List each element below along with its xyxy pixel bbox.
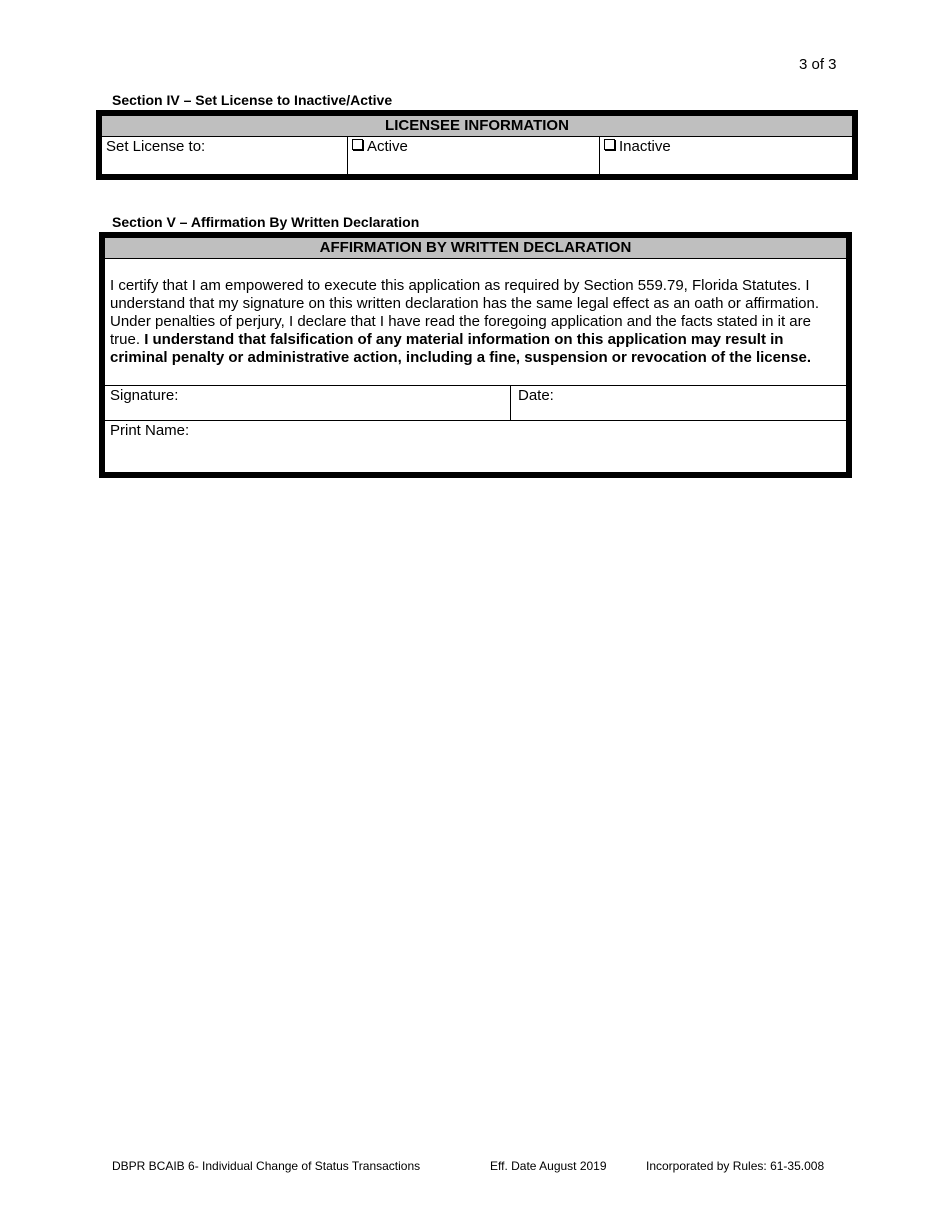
signature-field[interactable] <box>105 386 511 420</box>
date-field[interactable] <box>511 386 846 420</box>
inactive-checkbox-icon[interactable] <box>604 139 615 150</box>
print-name-field[interactable] <box>105 421 846 472</box>
declaration-regular: I certify that I am empowered to execute this application as required by Section 559.79, Florida Statutes. I understand that my signature on this written declaration has the same legal effect as an oath or affirmation. Under penalties of perjury, I declare that I have read the foregoing application and the facts stated in it are true. <box>110 277 820 348</box>
affirmation-box <box>99 232 852 478</box>
active-checkbox-icon[interactable] <box>352 139 363 150</box>
set-license-label: Set License to: <box>102 137 348 174</box>
licensee-information-header: LICENSEE INFORMATION <box>102 116 852 137</box>
set-license-row <box>102 137 852 174</box>
affirmation-inner <box>104 237 847 473</box>
section-v-title: Section V – Affirmation By Written Declaration <box>112 214 420 230</box>
signature-row <box>105 386 846 421</box>
date-label: Date: <box>518 387 554 404</box>
footer-rules: Incorporated by Rules: 61-35.008 <box>646 1159 825 1173</box>
footer-form-name: DBPR BCAIB 6- Individual Change of Status Transactions <box>112 1159 421 1173</box>
declaration-text <box>105 259 846 386</box>
declaration-bold: I understand that falsification of any material information on this application may result in criminal penalty or administrative action, including a fine, suspension or revocation of the license. <box>110 331 811 366</box>
active-option-label: Active <box>367 138 408 155</box>
active-option[interactable] <box>348 137 600 174</box>
section-iv-title: Section IV – Set License to Inactive/Active <box>112 92 393 108</box>
affirmation-header: AFFIRMATION BY WRITTEN DECLARATION <box>105 238 846 259</box>
signature-label: Signature: <box>110 387 179 404</box>
inactive-option[interactable] <box>600 137 852 174</box>
inactive-option-label: Inactive <box>619 138 671 155</box>
page-number: 3 of 3 <box>799 56 837 73</box>
licensee-information-box <box>96 110 858 180</box>
licensee-information-inner <box>101 115 853 175</box>
footer-eff-date: Eff. Date August 2019 <box>490 1159 607 1173</box>
print-name-label: Print Name: <box>110 422 190 439</box>
